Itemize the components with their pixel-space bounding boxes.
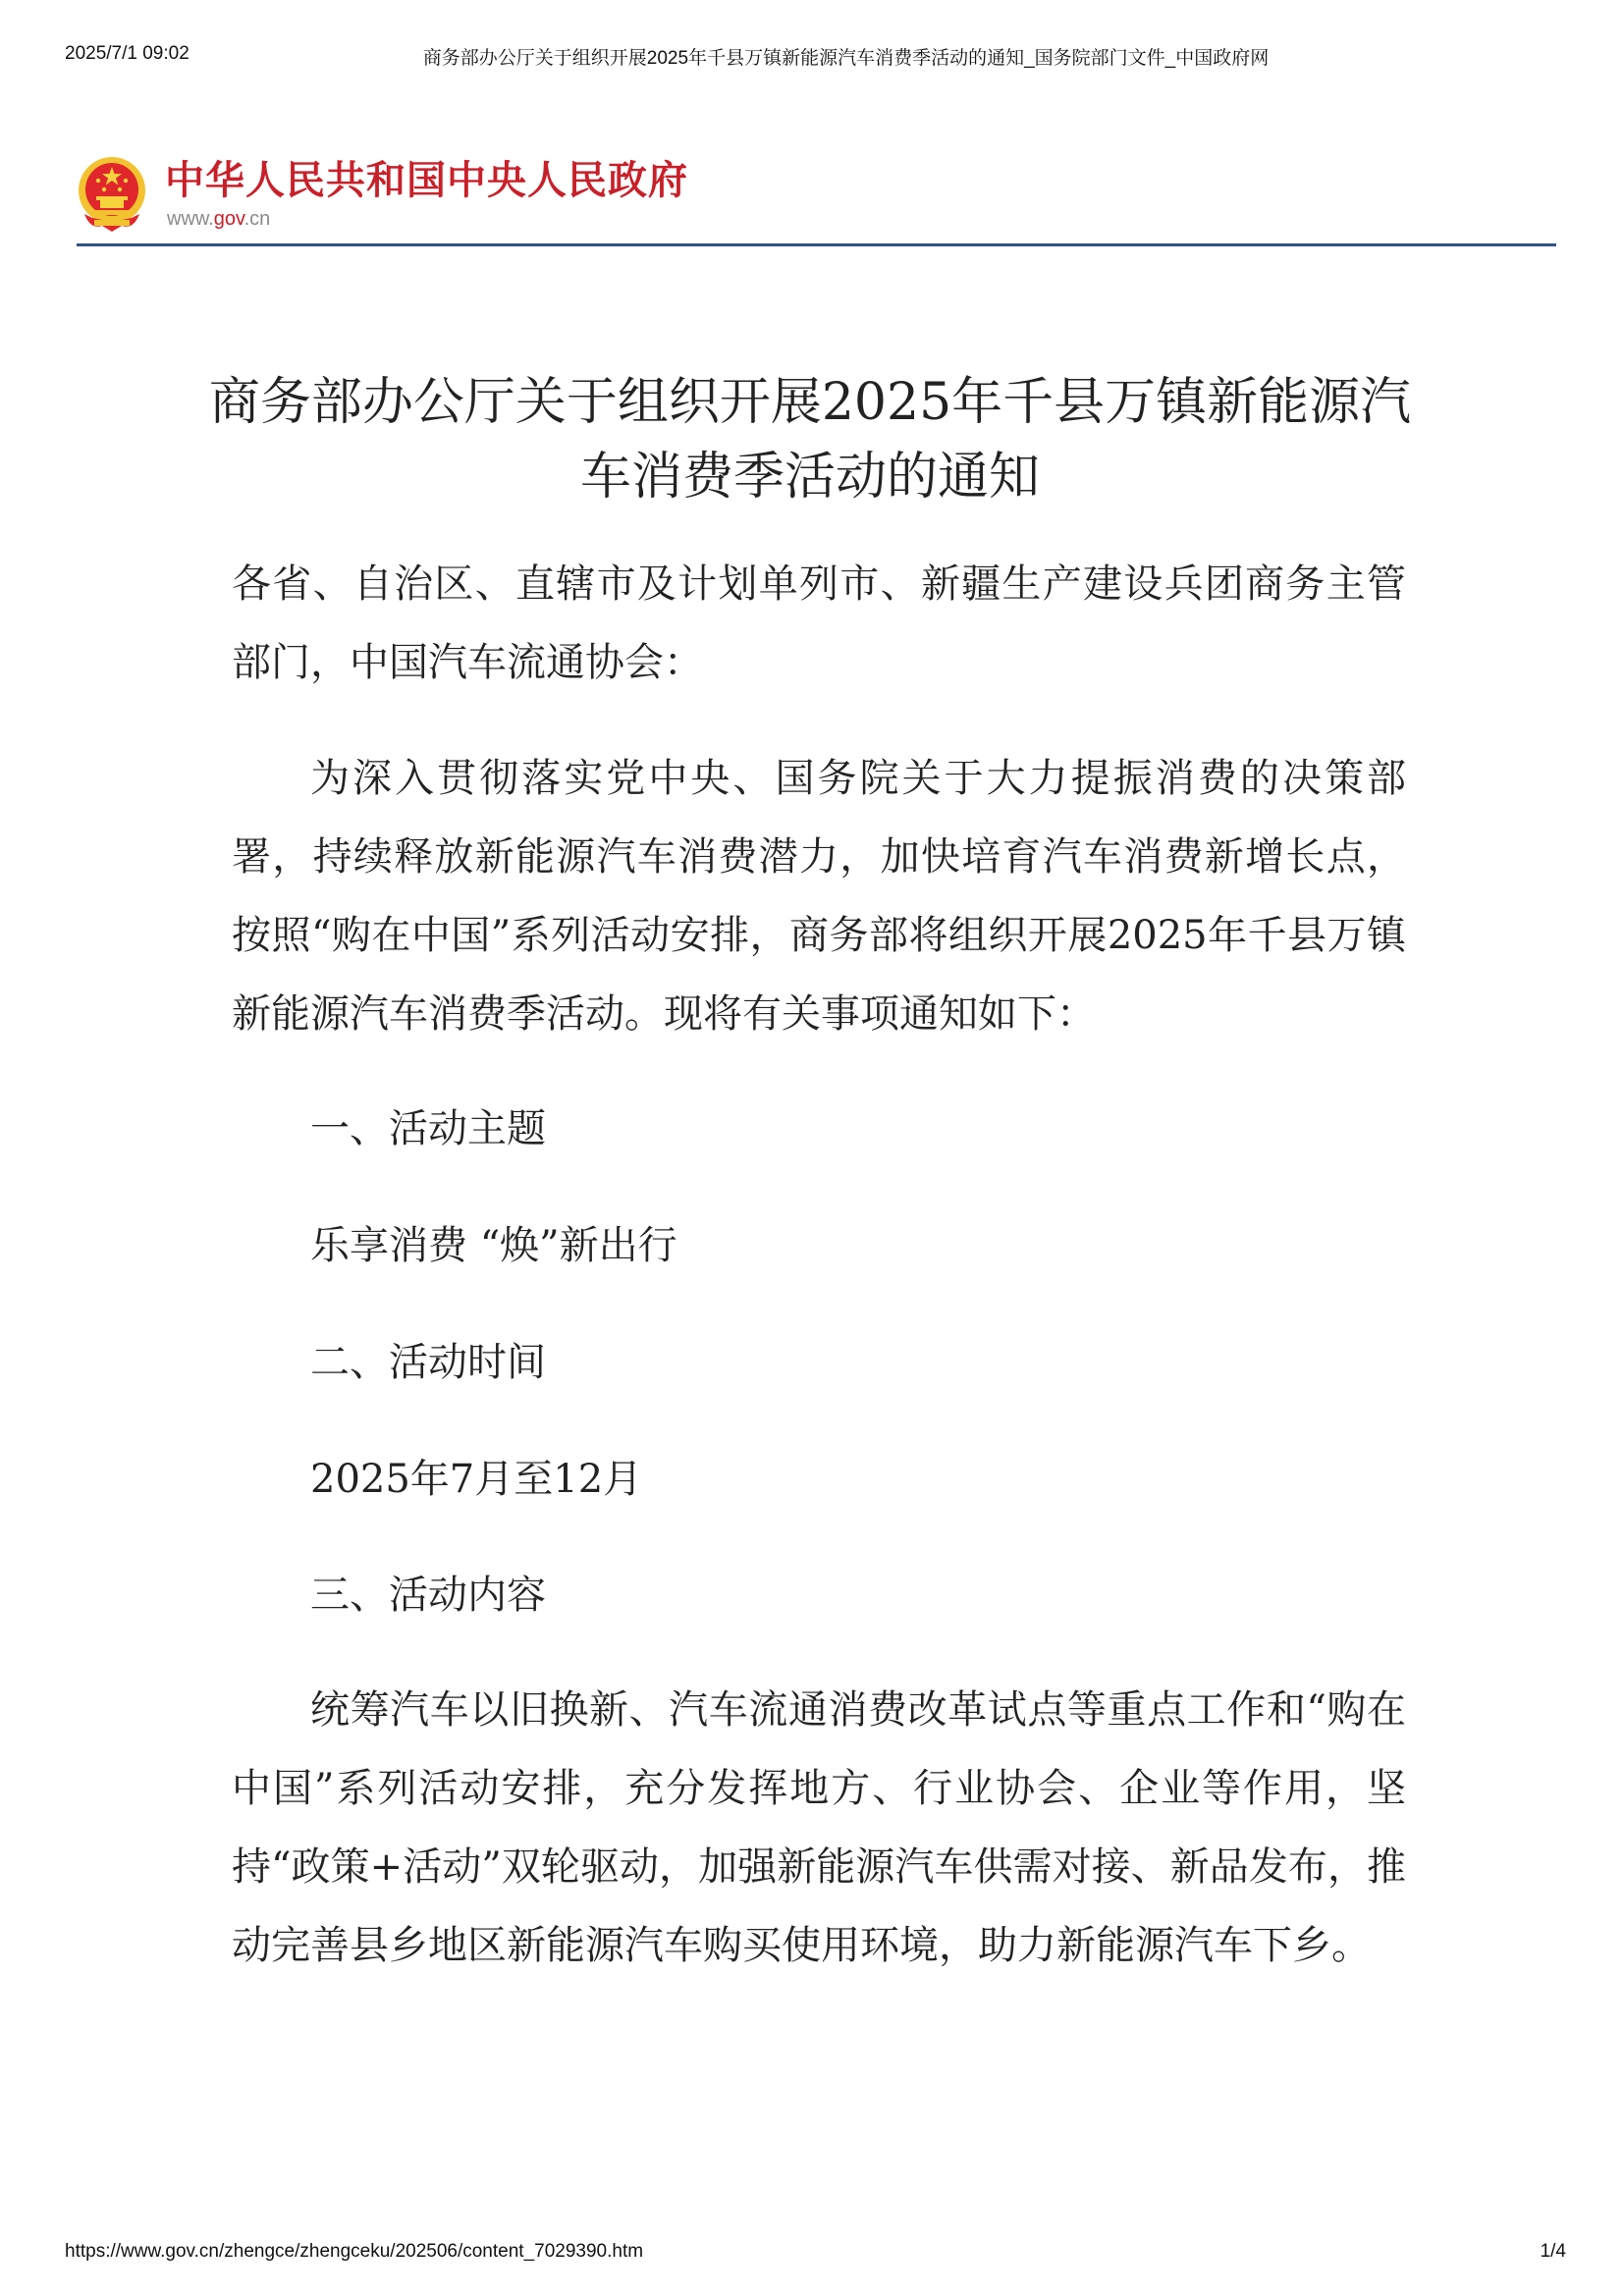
print-page-title-text: 商务部办公厅关于组织开展2025年千县万镇新能源汽车消费季活动的通知_国务院部门文件_中国政府网 <box>422 48 1270 69</box>
section-heading-theme: 一、活动主题 <box>310 1106 546 1151</box>
site-url-highlight: gov <box>213 208 244 230</box>
document-title: 商务部办公厅关于组织开展2025年千县万镇新能源汽车消费季活动的通知 <box>208 373 1412 507</box>
section-heading-content: 三、活动内容 <box>310 1573 546 1618</box>
header-divider <box>77 243 1556 246</box>
document-salutation: 各省、自治区、直辖市及计划单列市、新疆生产建设兵团商务主管部门，中国汽车流通协会： <box>232 561 1406 685</box>
print-page-number: 1/4 <box>1540 2241 1566 2262</box>
national-emblem-icon <box>77 155 147 234</box>
print-datetime: 2025/7/1 09:02 <box>65 43 189 64</box>
site-url-suffix: .cn <box>243 208 271 230</box>
document-intro-paragraph: 为深入贯彻落实党中央、国务院关于大力提振消费的决策部署，持续释放新能源汽车消费潜力，加快培育汽车消费新增长点，按照“购在中国”系列活动安排，商务部将组织开展2025年千县万镇新能源汽车消费季活动。现将有关事项通知如下： <box>232 756 1406 1037</box>
site-url <box>167 208 270 231</box>
print-page-title <box>0 43 1623 70</box>
site-name: 中华人民共和国中央人民政府 <box>165 158 688 203</box>
section-body-content: 统筹汽车以旧换新、汽车流通消费改革试点等重点工作和“购在中国”系列活动安排，充分发挥地方、行业协会、企业等作用，坚持“政策+活动”双轮驱动，加强新能源汽车供需对接、新品发布，推动完善县乡地区新能源汽车购买使用环境，助力新能源汽车下乡。 <box>232 1687 1406 1968</box>
section-body-theme: 乐享消费 “焕”新出行 <box>310 1223 677 1268</box>
section-heading-time: 二、活动时间 <box>310 1340 546 1385</box>
section-body-time: 2025年7月至12月 <box>310 1457 643 1502</box>
site-url-prefix: www. <box>167 208 214 230</box>
print-footer-url[interactable]: https://www.gov.cn/zhengce/zhengceku/202506/content_7029390.htm <box>65 2241 644 2262</box>
